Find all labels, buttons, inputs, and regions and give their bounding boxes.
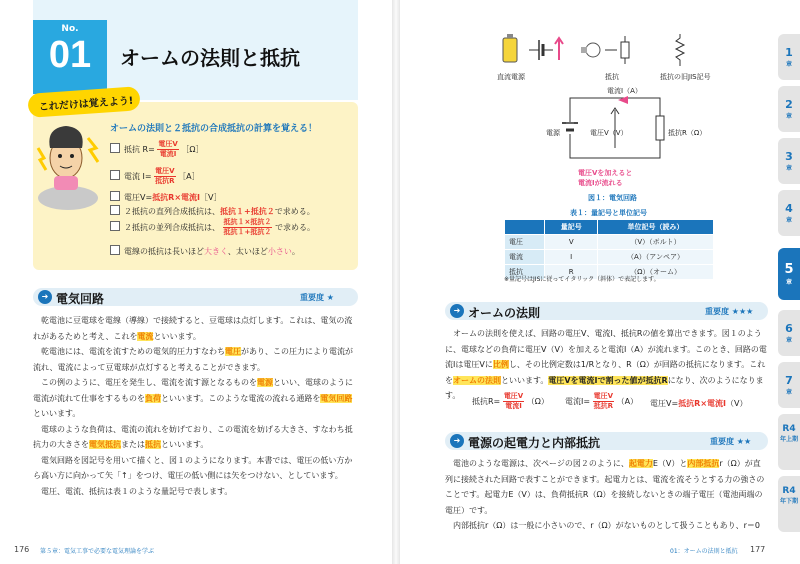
table-header: 単位記号（読み） xyxy=(598,220,714,235)
table-row xyxy=(505,250,714,265)
chapter-tab-r4-first[interactable] xyxy=(778,414,800,470)
section-title-circuit: 電気回路 xyxy=(56,292,105,306)
right-page xyxy=(400,0,800,564)
arrow-icon: ➜ xyxy=(450,434,464,448)
tab-sub: 章 xyxy=(785,61,792,68)
circuit-note-2: 電流Iが流れる xyxy=(578,179,623,187)
tab-label: 4 xyxy=(785,202,793,215)
importance-rating: 重要度 ★ xyxy=(300,293,334,302)
tab-sub: 章 xyxy=(785,337,792,344)
symbol-label-dc: 直流電源 xyxy=(497,73,525,81)
section-title-emf: 電源の起電力と内部抵抗 xyxy=(468,436,601,450)
figure-caption: 図１：電気回路 xyxy=(588,194,637,202)
memo-item-voltage: 電圧V=抵抗R×電流I［V］ xyxy=(110,191,222,203)
tab-label: 3 xyxy=(785,150,793,163)
importance-rating: 重要度 ★★★ xyxy=(705,307,754,316)
symbol-label-resistor: 抵抗 xyxy=(605,73,619,81)
paragraph: 電球のような負荷は、電流の流れを妨げており、この電流を妨げる大きさ、すなわち抵抗力の大きさを電気抵抗または抵抗といいます。 xyxy=(33,424,353,449)
tab-label: R4 xyxy=(782,424,796,434)
chapter-tab-7[interactable] xyxy=(778,362,800,408)
paragraph: 乾電池に豆電球を電線（導線）で接続すると、豆電球は点灯します。これは、電気の流れがあるためと考え、これを電流といいます。 xyxy=(33,316,353,341)
memo-item-current: 電流 I= $\frac{\text{電圧V}}{\text{抵抗R}}$ ［A］ xyxy=(110,167,200,186)
checkbox-icon xyxy=(110,245,120,255)
arrow-icon: ➜ xyxy=(450,304,464,318)
body-circuit xyxy=(33,313,358,499)
units-table xyxy=(504,219,714,280)
paragraph: 電圧、電流、抵抗は表１のような量記号で表します。 xyxy=(41,486,233,496)
table-cell: （V）（ボルト） xyxy=(598,235,714,250)
checkbox-icon xyxy=(110,191,120,201)
symbol-label-old-jis: 抵抗の旧JIS記号 xyxy=(660,73,711,81)
page-number-left: 176 xyxy=(14,545,30,554)
memo-item-parallel: ２抵抗の並列合成抵抗は、 $\frac{\text{抵抗１×抵抗２}}{\text{抵抗１+抵抗２}}$ で求める。 xyxy=(110,218,315,237)
table-cell: （A）（アンペア） xyxy=(598,250,714,265)
table-cell: 抵抗 xyxy=(505,265,545,280)
paragraph: オームの法則を使えば、回路の電圧V、電流I、抵抗Rの値を算出できます。図１のように、電球などの負荷に電圧V（V）を加えると電流I（A）が流れます。このとき、回路の電流Iは電圧Vに比例し、その比例定数は1/Rとなり、R（Ω）が回路の抵抗になります。これをオームの法則といいます。電圧Vを電流Iで割った値が抵抗Rになり、次のようになります。 xyxy=(445,329,767,400)
tab-sub: 章 xyxy=(785,217,792,224)
mascot-illustration xyxy=(36,118,106,213)
table-note: ※量記号はJISに従ってイタリック（斜体）で表記します。 xyxy=(504,276,660,283)
circuit-source-label: 電源 xyxy=(546,129,560,137)
tab-label: 6 xyxy=(785,322,793,335)
table-header-row xyxy=(505,220,714,235)
memo-item-series: ２抵抗の直列合成抵抗は、抵抗１+抵抗２で求める。 xyxy=(110,205,315,217)
tab-label: R4 xyxy=(782,486,796,496)
tab-label: 5 xyxy=(784,262,794,277)
table-header xyxy=(505,220,545,235)
memo-ribbon-text: これだけは覚えよう! xyxy=(38,95,134,114)
paragraph: 電気回路を図記号を用いて描くと、図１のようになります。本書では、電圧の低い方から高い方に向かって矢「↑」をつけ、電圧の低い側には矢をつけない、としています。 xyxy=(33,455,353,480)
circuit-current-label: 電流I（A） xyxy=(607,87,642,95)
table-cell: R xyxy=(545,265,598,280)
tab-sub: 年上期 xyxy=(779,436,798,443)
tab-sub: 年下期 xyxy=(779,498,798,505)
left-page xyxy=(0,0,392,564)
page-number-right: 177 xyxy=(750,545,766,554)
formula-current: 電流I= $\frac{\text{電圧V}}{\text{抵抗R}}$ （A） xyxy=(565,392,639,410)
memo-lead: オームの法則と２抵抗の合成抵抗の計算を覚える！ xyxy=(110,124,318,134)
chapter-tab-2[interactable] xyxy=(778,86,800,132)
paragraph: 内部抵抗r（Ω）は一般に小さいので、r（Ω）がないものとして扱うこともあり、r＝0 xyxy=(453,521,761,530)
tab-sub: 章 xyxy=(785,165,792,172)
chapter-tab-r4-second[interactable] xyxy=(778,476,800,532)
body-emf xyxy=(445,456,768,534)
chapter-tab-1[interactable] xyxy=(778,34,800,80)
memo-item-wire: 電線の抵抗は長いほど大きく、太いほど小さい。 xyxy=(110,245,300,257)
tab-label: 7 xyxy=(785,374,793,387)
page-gutter xyxy=(392,0,400,564)
importance-rating: 重要度 ★★ xyxy=(710,437,752,446)
tab-label: 1 xyxy=(785,46,793,59)
memo-item-resistance: 抵抗 R= $\frac{\text{電圧V}}{\text{電流I}}$ ［Ω］ xyxy=(110,140,203,159)
footer-left: 第５章：電気工事で必要な電気理論を学ぶ xyxy=(40,548,155,555)
chapter-tab-4[interactable] xyxy=(778,190,800,236)
table-caption: 表１：量記号と単位記号 xyxy=(570,209,647,217)
paragraph: この例のように、電圧を発生し、電流を流す源となるものを電源といい、電球のように電流が流れて仕事をするものを負荷といいます。このような電流の流れる通路を電気回路といいます。 xyxy=(33,378,353,418)
formula-voltage: 電圧V=抵抗R×電流I（V） xyxy=(650,399,748,408)
tab-sub: 章 xyxy=(785,113,792,120)
symbol-illustrations xyxy=(495,32,705,68)
chapter-no-label: No. xyxy=(61,24,79,34)
tab-label: 2 xyxy=(785,98,793,111)
table-cell: V xyxy=(545,235,598,250)
paragraph: 乾電池には、電流を流すための電気的圧力すなわち電圧があり、この圧力により電流が流れ、電流によって豆電球が点灯すると考えることができます。 xyxy=(33,347,353,372)
circuit-voltage-label: 電圧V（V） xyxy=(590,129,628,137)
checkbox-icon xyxy=(110,170,120,180)
checkbox-icon xyxy=(110,205,120,215)
checkbox-icon xyxy=(110,221,120,231)
paragraph: 電池のような電源は、次ページの図２のように、起電力E（V）と内部抵抗r（Ω）が直列に接続された回路で表すことができます。起電力とは、電流を流そうとする力の強さのことです。起電力E（V）は、負荷抵抗R（Ω）を接続しないときの端子電圧（電池両端の電圧）です。 xyxy=(445,459,765,515)
chapter-number: 01 xyxy=(48,34,92,76)
arrow-icon: ➜ xyxy=(38,290,52,304)
chapter-tab-5[interactable] xyxy=(778,248,800,300)
table-cell: （Ω）（オーム） xyxy=(598,265,714,280)
circuit-note-1: 電圧Vを加えると xyxy=(578,169,633,177)
circuit-resistor-label: 抵抗R（Ω） xyxy=(668,129,707,137)
formula-resistance: 抵抗R= $\frac{\text{電圧V}}{\text{電流I}}$ （Ω） xyxy=(472,392,549,410)
table-cell: 電圧 xyxy=(505,235,545,250)
tab-sub: 章 xyxy=(785,389,792,396)
checkbox-icon xyxy=(110,143,120,153)
footer-right: 01：オームの法則と抵抗 xyxy=(670,548,738,555)
table-row xyxy=(505,235,714,250)
chapter-tab-6[interactable] xyxy=(778,310,800,356)
chapter-title: オームの法則と抵抗 xyxy=(120,46,300,70)
table-header: 量記号 xyxy=(545,220,598,235)
tab-sub: 章 xyxy=(785,279,792,286)
section-title-ohm: オームの法則 xyxy=(468,306,541,320)
chapter-tab-3[interactable] xyxy=(778,138,800,184)
table-cell: I xyxy=(545,250,598,265)
table-cell: 電流 xyxy=(505,250,545,265)
